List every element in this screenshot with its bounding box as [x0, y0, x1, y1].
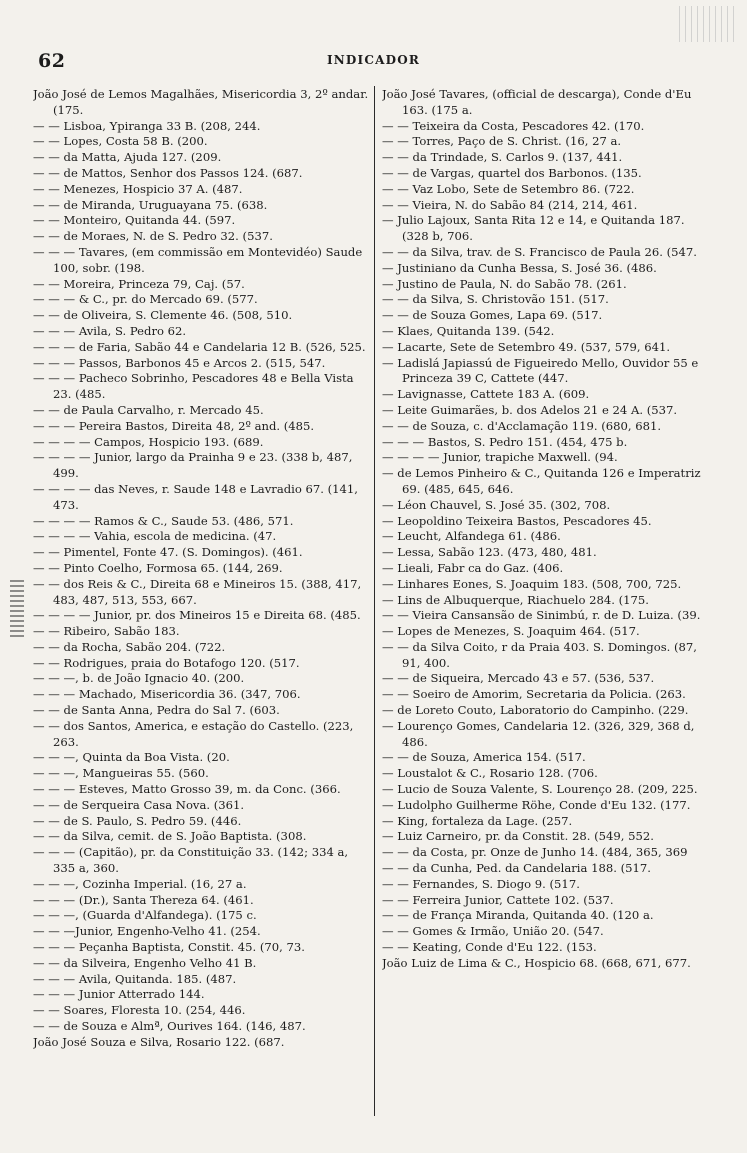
directory-entry: — — de Souza e Almª, Ourives 164. (146, 487. [33, 1019, 306, 1034]
directory-entry: — — — — Campos, Hospicio 193. (689. [33, 434, 264, 449]
directory-entry: — — Pimentel, Fonte 47. (S. Domingos). (461. [33, 545, 303, 560]
directory-entry: — — da Cunha, Ped. da Candelaria 188. (517. [382, 861, 651, 876]
directory-entry: — — da Trindade, S. Carlos 9. (137, 441. [382, 150, 623, 165]
directory-entry: — — Menezes, Hospicio 37 A. (487. [33, 181, 243, 196]
directory-entry: — — de Serqueira Casa Nova. (361. [33, 797, 245, 812]
directory-entry: — Lacarte, Sete de Setembro 49. (537, 579, 641. [382, 339, 671, 354]
directory-entry: — Klaes, Quitanda 139. (542. [382, 323, 555, 338]
directory-entry: — Lourenço Gomes, Candelaria 12. (326, 329, 368 d, 486. [382, 718, 695, 749]
directory-entry: — — — Bastos, S. Pedro 151. (454, 475 b. [382, 434, 628, 449]
directory-entry: — — — (Dr.), Santa Thereza 64. (461. [33, 892, 254, 907]
directory-entry: — — Fernandes, S. Diogo 9. (517. [382, 876, 580, 891]
directory-entry: — — da Silva Coito, r da Praia 403. S. Domingos. (87, 91, 400. [382, 639, 697, 670]
directory-entry: — — de Mattos, Senhor dos Passos 124. (687. [33, 165, 303, 180]
directory-entry: — — Soares, Floresta 10. (254, 446. [33, 1003, 246, 1018]
directory-entry: — — — & C., pr. do Mercado 69. (577. [33, 292, 258, 307]
directory-entry: — — de Moraes, N. de S. Pedro 32. (537. [33, 229, 273, 244]
directory-entry: João José Souza e Silva, Rosario 122. (687. [33, 1034, 285, 1049]
directory-entry: — — dos Santos, America, e estação do Castello. (223, 263. [33, 718, 354, 749]
directory-entry: — — de Souza, America 154. (517. [382, 750, 586, 765]
directory-entry: — — de Souza Gomes, Lapa 69. (517. [382, 308, 603, 323]
directory-entry: — Justino de Paula, N. do Sabão 78. (261. [382, 276, 627, 291]
directory-entry: — — dos Reis & C., Direita 68 e Mineiros 15. (388, 417, 483, 487, 513, 553, 667. [33, 576, 362, 607]
directory-entry: — — — (Capitão), pr. da Constituição 33. (142; 334 a, 335 a, 360. [33, 845, 349, 876]
directory-entry: — — Lopes, Costa 58 B. (200. [33, 134, 208, 149]
directory-entry: — — Lisboa, Ypiranga 33 B. (208, 244. [33, 118, 261, 133]
left-column [33, 87, 370, 1117]
directory-entry: — de Lemos Pinheiro & C., Quitanda 126 e Imperatriz 69. (485, 645, 646. [382, 466, 701, 496]
directory-entry: — — — Peçanha Baptista, Constit. 45. (70, 73. [33, 940, 305, 955]
directory-entry: — — — Esteves, Matto Grosso 39, m. da Conc. (366. [33, 782, 341, 797]
directory-entry: — — da Costa, pr. Onze de Junho 14. (484, 365, 369 [382, 845, 688, 860]
directory-entry: João José de Lemos Magalhães, Misericordia 3, 2º andar. (175. [33, 87, 369, 117]
directory-entry: — — de Paula Carvalho, r. Mercado 45. [33, 402, 264, 417]
directory-entry: — — Soeiro de Amorim, Secretaria da Policia. (263. [382, 687, 686, 702]
directory-entry: — — — Pereira Bastos, Direita 48, 2º and. (485. [33, 418, 315, 433]
directory-entry: — Lins de Albuquerque, Riachuelo 284. (175. [382, 592, 649, 607]
directory-entry: — — — Junior Atterrado 144. [33, 987, 205, 1002]
directory-entry: — — — Tavares, (em commissão em Montevidéo) Saude 100, sobr. (198. [33, 244, 363, 275]
directory-entry: — — Vieira Cansansão de Sinimbú, r. de D. Luiza. (39. [382, 608, 701, 623]
directory-entry: — — —, Quinta da Boa Vista. (20. [33, 750, 230, 765]
directory-entry: — — Monteiro, Quitanda 44. (597. [33, 213, 236, 228]
directory-entry: — — —, b. de João Ignacio 40. (200. [33, 671, 245, 686]
directory-entry: — — Torres, Paço de S. Christ. (16, 27 a. [382, 134, 622, 149]
directory-entry: — — — Pacheco Sobrinho, Pescadores 48 e Bella Vista 23. (485. [33, 371, 354, 402]
directory-entry: — Julio Lajoux, Santa Rita 12 e 14, e Quitanda 187. (328 b, 706. [382, 213, 685, 244]
directory-entry: — — da Silva, cemit. de S. João Baptista. (308. [33, 829, 307, 844]
directory-entry: — — da Rocha, Sabão 204. (722. [33, 639, 226, 654]
directory-entry: — Lopes de Menezes, S. Joaquim 464. (517. [382, 624, 640, 639]
directory-entry: — Leopoldino Teixeira Bastos, Pescadores 45. [382, 513, 652, 528]
directory-entry: João Luiz de Lima & C., Hospicio 68. (668, 671, 677. [382, 955, 691, 970]
directory-entry: — Lavignasse, Cattete 183 A. (609. [382, 387, 590, 402]
directory-entry: — — — — Ramos & C., Saude 53. (486, 571. [33, 513, 294, 528]
directory-entry: — — de Vargas, quartel dos Barbonos. (135. [382, 165, 642, 180]
directory-entry: — — de Santa Anna, Pedra do Sal 7. (603. [33, 703, 280, 718]
directory-entry: — — de Souza, c. d'Acclamação 119. (680, 681. [382, 418, 662, 433]
directory-entry: — — —, (Guarda d'Alfandega). (175 c. [33, 908, 257, 923]
column-divider [374, 86, 375, 1116]
scan-corner-artifact [679, 6, 739, 42]
directory-entry: — Linhares Eones, S. Joaquim 183. (508, 700, 725. [382, 576, 682, 591]
directory-entry: — — — — Junior, trapiche Maxwell. (94. [382, 450, 618, 465]
directory-entry: — — —, Mangueiras 55. (560. [33, 766, 209, 781]
directory-entry: — — de França Miranda, Quitanda 40. (120 a. [382, 908, 654, 923]
directory-entry: — Justiniano da Cunha Bessa, S. José 36. (486. [382, 260, 657, 275]
directory-entry: — — Vaz Lobo, Sete de Setembro 86. (722. [382, 181, 635, 196]
directory-entry: — — —Junior, Engenho-Velho 41. (254. [33, 924, 261, 939]
directory-entry: — Luiz Carneiro, pr. da Constit. 28. (549, 552. [382, 829, 654, 844]
directory-entry: — — Rodrigues, praia do Botafogo 120. (517. [33, 655, 300, 670]
running-head: INDICADOR [326, 53, 421, 67]
directory-entry: — — de Oliveira, S. Clemente 46. (508, 510. [33, 308, 293, 323]
directory-entry: — — da Silveira, Engenho Velho 41 B. [33, 955, 257, 970]
directory-entry: — Lessa, Sabão 123. (473, 480, 481. [382, 545, 597, 560]
directory-entry: — Leucht, Alfandega 61. (486. [382, 529, 561, 544]
directory-entry: — — Teixeira da Costa, Pescadores 42. (170. [382, 118, 645, 133]
page-number: 62 [38, 50, 66, 72]
directory-entry: — — — — das Neves, r. Saude 148 e Lavradio 67. (141, 473. [33, 481, 358, 512]
directory-entry: — Loustalot & C., Rosario 128. (706. [382, 766, 598, 781]
directory-entry: — Leite Guimarães, b. dos Adelos 21 e 24 A. (537. [382, 402, 678, 417]
directory-entry: — — da Silva, S. Christovão 151. (517. [382, 292, 609, 307]
directory-entry: — — —, Cozinha Imperial. (16, 27 a. [33, 876, 247, 891]
directory-entry: — — — Machado, Misericordia 36. (347, 706. [33, 687, 301, 702]
directory-entry: — de Loreto Couto, Laboratorio do Campinho. (229. [382, 703, 689, 718]
directory-entry: — Ludolpho Guilherme Röhe, Conde d'Eu 132. (177. [382, 797, 691, 812]
directory-entry: — — — — Vahia, escola de medicina. (47. [33, 529, 277, 544]
directory-entry: — — Gomes & Irmão, União 20. (547. [382, 924, 604, 939]
directory-entry: — — Moreira, Princeza 79, Caj. (57. [33, 276, 245, 291]
directory-entry: — — — de Faria, Sabão 44 e Candelaria 12 B. (526, 525. [33, 339, 366, 354]
directory-entry: — — da Matta, Ajuda 127. (209. [33, 150, 222, 165]
directory-entry: — — Ribeiro, Sabão 183. [33, 624, 180, 639]
directory-entry: — — de Siqueira, Mercado 43 e 57. (536, 537. [382, 671, 655, 686]
directory-entry: — Léon Chauvel, S. José 35. (302, 708. [382, 497, 611, 512]
directory-entry: — — — Passos, Barbonos 45 e Arcos 2. (515, 547. [33, 355, 326, 370]
directory-entry: — — da Silva, trav. de S. Francisco de Paula 26. (547. [382, 244, 697, 259]
directory-entry: — — Pinto Coelho, Formosa 65. (144, 269. [33, 560, 283, 575]
right-column [382, 87, 704, 1117]
directory-entry: — Ladislá Japiassú de Figueiredo Mello, Ouvidor 55 e Princeza 39 C, Cattete (447. [382, 355, 699, 386]
directory-entry: — — — Avila, S. Pedro 62. [33, 323, 187, 338]
directory-entry: João José Tavares, (official de descarga), Conde d'Eu 163. (175 a. [382, 87, 692, 117]
directory-entry: — — — — Junior, largo da Prainha 9 e 23. (338 b, 487, 499. [33, 450, 353, 481]
directory-entry: — Lucio de Souza Valente, S. Lourenço 28. (209, 225. [382, 782, 698, 797]
directory-entry: — Lieali, Fabr ca do Gaz. (406. [382, 560, 564, 575]
binding-edge-artifact [10, 580, 24, 640]
directory-entry: — — de Miranda, Uruguayana 75. (638. [33, 197, 268, 212]
directory-entry: — — Keating, Conde d'Eu 122. (153. [382, 940, 597, 955]
directory-entry: — — — — Junior, pr. dos Mineiros 15 e Direita 68. (485. [33, 608, 361, 623]
directory-entry: — King, fortaleza da Lage. (257. [382, 813, 573, 828]
directory-entry: — — de S. Paulo, S. Pedro 59. (446. [33, 813, 242, 828]
directory-entry: — — Ferreira Junior, Cattete 102. (537. [382, 892, 614, 907]
directory-entry: — — Vieira, N. do Sabão 84 (214, 214, 461. [382, 197, 638, 212]
directory-entry: — — — Avila, Quitanda. 185. (487. [33, 971, 237, 986]
